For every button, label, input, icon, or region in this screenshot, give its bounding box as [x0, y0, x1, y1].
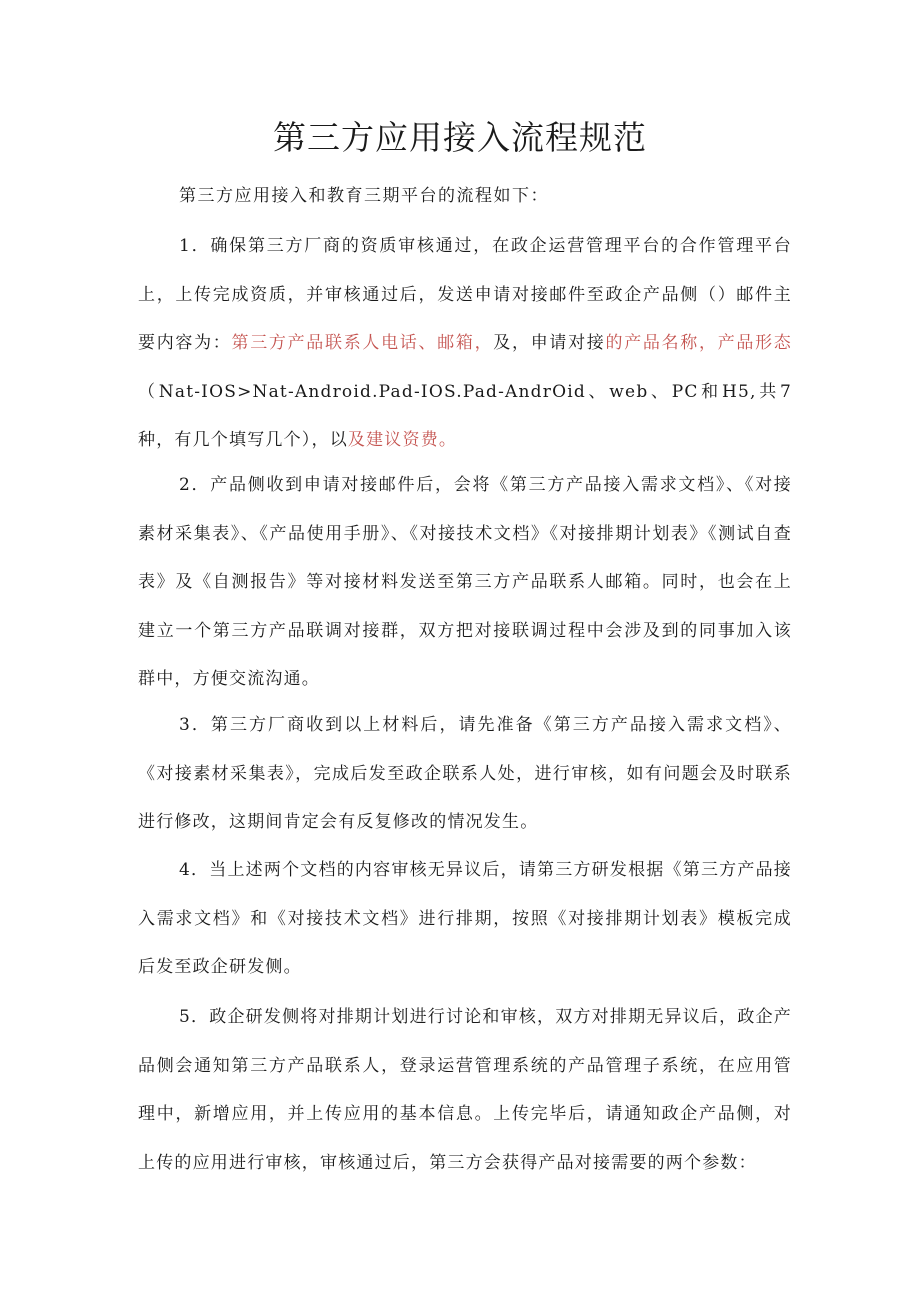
- paragraph-1-text-a: 1．确保第三方厂商的资质审核通过，在政企运营管理平台的合作管理平台上，上传完成资质，并审核通过后，发送申请对接邮件至政企产品侧（）邮件主要内容为：: [138, 236, 792, 353]
- intro-paragraph: 第三方应用接入和教育三期平台的流程如下：: [179, 186, 549, 206]
- paragraph-5: 5．政企研发侧将对排期计划进行讨论和审核，双方对排期无异议后，政企产品侧会通知第三方产品联系人，登录运营管理系统的产品管理子系统，在应用管理中，新增应用，并上传应用的基本信息。上传完毕后，请通知政企产品侧，对上传的应用进行审核，审核通过后，第三方会获得产品对接需要的两个参数：: [138, 1007, 792, 1173]
- document-title: 第三方应用接入流程规范: [273, 118, 647, 157]
- paragraph-1-text-e: （Nat-IOS>Nat-Android.Pad-IOS.Pad-AndrOid、web、PC和H5,共7种，有几个填写几个），以: [138, 381, 792, 450]
- paragraph-1-highlight-contact: 第三方产品联系人电话、邮箱，: [231, 333, 494, 353]
- paragraph-3: 3．第三方厂商收到以上材料后，请先准备《第三方产品接入需求文档》、《对接素材采集表》，完成后发至政企联系人处，进行审核，如有问题会及时联系进行修改，这期间肯定会有反复修改的情况发生。: [138, 715, 792, 832]
- paragraph-2: 2．产品侧收到申请对接邮件后，会将《第三方产品接入需求文档》、《对接素材采集表》、《产品使用手册》、《对接技术文档》《对接排期计划表》《测试自查表》及《自测报告》等对接材料发送至第三方产品联系人邮箱。同时，也会在上建立一个第三方产品联调对接群，双方把对接联调过程中会涉及到的同事加入该群中，方便交流沟通。: [138, 475, 792, 689]
- paragraph-4: 4．当上述两个文档的内容审核无异议后，请第三方研发根据《第三方产品接入需求文档》和《对接技术文档》进行排期，按照《对接排期计划表》模板完成后发至政企研发侧。: [138, 860, 792, 977]
- paragraph-1: [138, 222, 792, 465]
- paragraph-1-highlight-fee: 及建议资费。: [347, 430, 458, 450]
- paragraph-1-highlight-product: 的产品名称，产品形态: [605, 333, 792, 353]
- paragraph-1-text-c: 及，申请对接: [493, 333, 606, 353]
